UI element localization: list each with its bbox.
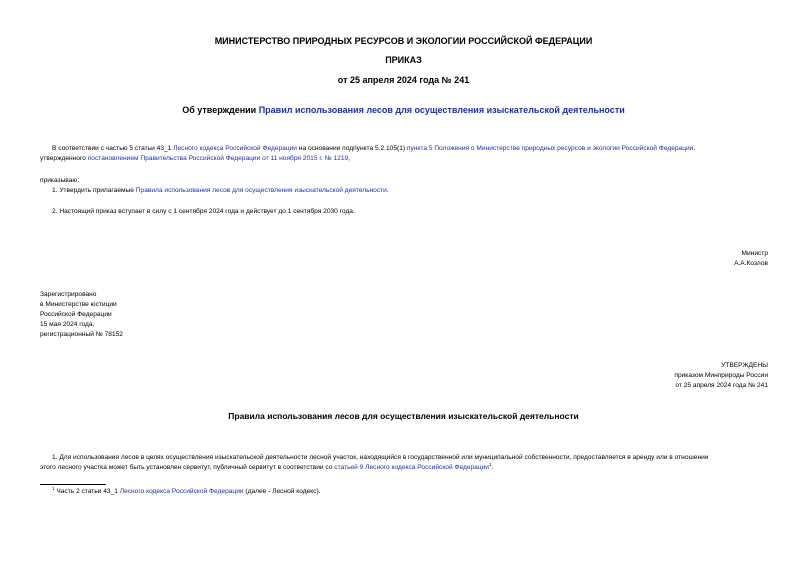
ministry-name: МИНИСТЕРСТВО ПРИРОДНЫХ РЕСУРСОВ И ЭКОЛОГИИ РОССИЙСКОЙ ФЕДЕРАЦИИ <box>214 36 593 46</box>
footnote-reference[interactable]: 1 <box>489 461 492 467</box>
footnote-text: (далее - Лесной кодекс). <box>243 488 321 495</box>
link-article-9[interactable]: статьей 9 Лесного кодекса Российской Федерации <box>334 464 489 471</box>
footnote-text: Часть 2 статьи 43_1 <box>56 488 120 495</box>
document-type: ПРИКАЗ <box>385 55 422 65</box>
link-forest-code-footnote[interactable]: Лесного кодекса Российской Федерации <box>119 488 244 495</box>
preamble-text: , <box>348 155 350 162</box>
orders-intro: приказываю: <box>40 177 80 184</box>
document-date-number: от 25 апреля 2024 года № 241 <box>337 75 470 85</box>
registration-line: 15 мая 2024 года, <box>40 321 95 328</box>
preamble-line-1 <box>52 145 695 153</box>
order-item-2: 2. Настоящий приказ вступает в силу с 1 сентября 2024 года и действует до 1 сентября 2030 года. <box>52 208 355 215</box>
signature-position: Министр <box>741 250 768 257</box>
rules-text: этого лесного участка может быть установлен сервитут, публичный сервитут в соответствии со <box>40 464 335 471</box>
registration-line: в Министерстве юстиции <box>40 301 117 308</box>
rules-text: . <box>491 464 494 471</box>
footnote-divider <box>40 484 106 485</box>
rules-paragraph-1-line-1: 1. Для использования лесов в целях осуществления изыскательской деятельности лесной участок, находящийся в государственной или муниципальной собственности, предоставляется в аренду или в отношении <box>52 454 709 461</box>
title-prefix: Об утверждении <box>182 105 259 115</box>
document-title <box>0 105 807 115</box>
preamble-line-2 <box>40 155 350 163</box>
registration-line: регистрационный № 78152 <box>40 331 123 338</box>
preamble-text: В соответствии с частью 5 статьи 43 <box>52 145 164 152</box>
preamble-text: , <box>693 145 696 152</box>
rules-title: Правила использования лесов для осуществления изыскательской деятельности <box>228 411 579 421</box>
preamble-text: утвержденного <box>40 155 88 162</box>
link-government-decree[interactable]: постановлением Правительства Российской Федерации от 11 ноября 2015 г. № 1219 <box>87 155 349 162</box>
approval-line: приказом Минприроды России <box>674 372 768 379</box>
order-item-1 <box>52 187 389 195</box>
link-rules[interactable]: Правила использования лесов для осуществления изыскательской деятельности <box>135 187 387 194</box>
footnote-marker: 1 <box>52 485 55 491</box>
rules-paragraph-1-line-2 <box>40 461 494 472</box>
approval-line: УТВЕРЖДЕНЫ <box>721 362 768 369</box>
registration-line: Зарегистрировано <box>40 291 97 298</box>
link-forest-code[interactable]: Лесного кодекса Российской Федерации <box>173 145 297 152</box>
footnote <box>52 485 321 496</box>
order-text: . <box>386 187 389 194</box>
preamble-text: на основании подпункта 5.2.105(1) <box>296 145 407 152</box>
link-regulation-clause[interactable]: пункта 5 Положения о Министерстве природных ресурсов и экологии Российской Федерации <box>406 145 694 152</box>
title-link[interactable]: Правил использования лесов для осуществления изыскательской деятельности <box>258 105 625 115</box>
registration-line: Российской Федерации <box>40 311 112 318</box>
signature-name: А.А.Козлов <box>734 260 768 267</box>
order-text: 1. Утвердить прилагаемые <box>52 187 136 194</box>
approval-line: от 25 апреля 2024 года № 241 <box>675 382 768 389</box>
preamble-text: _1 <box>163 145 174 152</box>
